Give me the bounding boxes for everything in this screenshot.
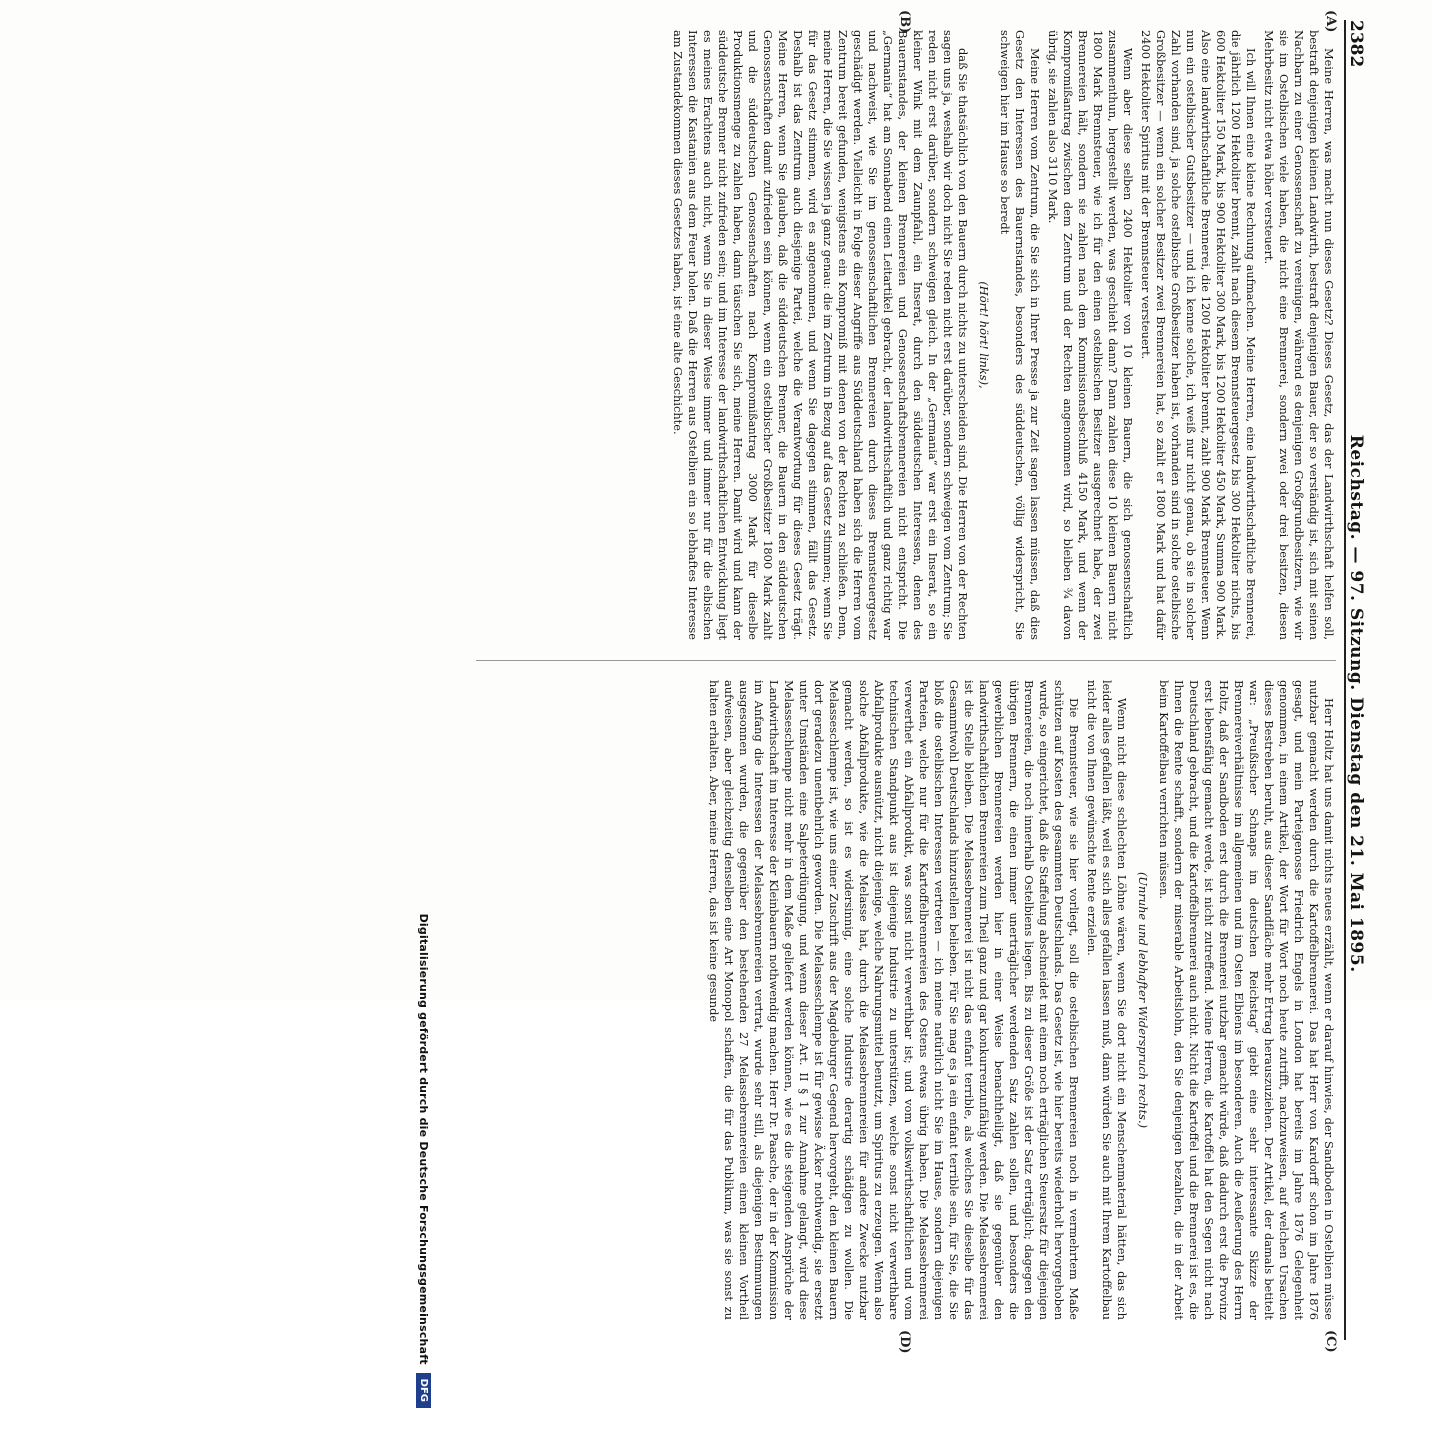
paragraph: Die Brennsteuer, wie sie hier vorliegt, soll die ostelbischen Brennereien noch in vermehrtem Maße schützen auf Kosten des gesammten Deutschlands. Das Gesetz ist, wie hier bereits wiederholt hervorgehoben wurde, so eingerichtet, daß die Staffelung abschneidet mit einem noch erträglichen Steuersatz für diejenigen Brennereien, die noch innerhalb Ostelbiens liegen. Bis zu dieser Größe ist der Satz erträglich; dagegen den übrigen Brennern, die einen immer unerträglicher werdenden Satz zahlen sollen, und besonders die gewerblichen Brennereien werden hier in einer Weise benachtheiligt, daß sie gegenüber den landwirthschaftlichen Brennereien zum Theil ganz und gar konkurrenzunfähig werden. Die Melassebrennerei ist die Stelle bleiben. Die Melassebrennerei ist nicht das enfant terrible, als welches Sie dieselbe für das Gesammtwohl Deutschlands hinzustellen belieben. Für Sie mag es ja ein enfant terrible sein, für Sie, die Sie bloß die ostelbischen Interessen vertreten — ich meine natürlich nicht Sie im Hause, sondern diejenigen Parteien, welche nur für die Kartoffelbrennereien des Ostens etwas übrig haben. Die Melassebrennerei verwerthet ein Abfallprodukt, was sonst nicht verwerthbar ist; und vom volkswirthschaftlichen und vom technischen Standpunkt aus ist diejenige Industrie zu unterstützen, welche sonst nicht verwerthbare Abfallprodukte ausnützt, nicht diejenige, welche Nahrungsmittel benutzt, um Spiritus zu erzeugen. Wenn also solche Abfallprodukte, wie die Melasse hat, durch die Melassebrennereien für andere Zwecke nutzbar gemacht werden, so ist es widersinnig, eine solche Industrie derartig schädigen zu wollen. Die Melasseschlempe ist, wie uns einer Zuschrift aus der Magdeburger Gegend hervorgeht, den kleinen Bauern dort geradezu unentbehrlich geworden. Die Melasseschlempe ist für gewisse Äcker nothwendig, sie ersetzt unter Umständen eine Salpeterdüngung, und wenn dieser Art. II § 1 zur Annahme gelangt, wird diese Melasseschlempe nicht mehr in dem Maße geliefert werden können, wie es die steigenden Ansprüche der Landwirthschaft im Interesse der Kleinbauern nothwendig machen. Herr Dr. Paasche, der in der Kommission im Anfang die Interessen der Melassebrennereien vertrat, wurde sehr still, als diejenigen Bestimmungen ausgesonnen wurden, die gegenüber den bestehenden 27 Melassebrennereien einen kleinen Vortheil aufweisen, aber gleichzeitig denselben eine Art Monopol schaffen, die für das Publikum, was sie sonst zu halten erhalten. Aber, meine Herren, das ist keine gesunde [707, 680, 1081, 1320]
margin-marker-c: (C) [1323, 1330, 1338, 1353]
left-column [476, 30, 1336, 640]
margin-marker-b: (B) [897, 10, 912, 34]
interjection: (Hört! hört! links), [977, 281, 991, 389]
right-column [476, 680, 1336, 1320]
funding-label: Digitalisierung gefördert durch die Deutsche Forschungsgemeinschaft [417, 913, 431, 1365]
digitization-footer [411, 0, 437, 1432]
margin-marker-a: (A) [1323, 10, 1338, 33]
header-title: Reichstag. — 97. Sitzung. Dienstag den 21. Mai 1895. [1346, 434, 1366, 973]
interjection: (Unruhe und lebhafter Widerspruch rechts.) [1136, 871, 1150, 1129]
paragraph: Meine Herren vom Zentrum, die Sie sich in Ihrer Presse ja zur Zeit sagen lassen müssen, daß dies Gesetz den Interessen des Bauernstandes, besonders des süddeutschen, völlig widerspricht, Sie schweigen hier im Hause so beredt [998, 30, 1042, 640]
page-header [1344, 20, 1376, 1340]
paragraph: Ich will Ihnen eine kleine Rechnung aufmachen. Meine Herren, eine landwirthschaftliche Brennerei, die jährlich 1200 Hektoliter brennt, zahlt nach diesem Brennsteuergesetz bis 300 Hektoliter nichts, bis 600 Hektoliter 150 Mark, bis 900 Hektoliter 300 Mark, bis 1200 Hektoliter 450 Mark, Summa 900 Mark. Also eine landwirthschaftliche Brennerei, die 1200 Hektoliter brennt, zahlt 900 Mark Brennsteuer. Wenn nun ein ostelbischer Gutsbesitzer — und ich kenne solche, ich weiß nur nicht genau, ob sie in solcher Zahl vorhanden sind, ja solche ostelbische Großbesitzer haben ist, vorhanden sind in solche ostelbische Großbesitzer — wenn ein solcher Besitzer zwei Brennereien hat, so zahlt er 1800 Mark und hat dafür 2400 Hektoliter Spiritus mit der Brennsteuer versteuert. [1139, 30, 1258, 640]
paragraph: Herr Holtz hat uns damit nichts neues erzählt, wenn er darauf hinwies, der Sandboden in Ostelbien müsse nutzbar gemacht werden durch die Kartoffelbrennerei. Das hat Herr von Kardorff schon im Jahre 1876 gesagt, und mein Parteigenosse Friedrich Engels in London hat bereits im Jahre 1876 Gelegenheit genommen, in einem Artikel, der Wort für Wort noch heute zutrifft, nachzuweisen, auf welchen Ursachen dieses Bestreben beruht, aus dieser Sandfläche mehr Ertrag herauszuziehen. Der Artikel, der damals betitelt war: „Preußischer Schnaps im deutschen Reichstag“ giebt eine sehr interessante Skizze der Brennereiverhältnisse im allgemeinen und im Osten Elbiens im besonderen. Auch die Aeußerung des Herrn Holtz, daß der Sandboden erst durch die Brennerei nutzbar gemacht würde, daß dadurch erst die Provinz erst lebensfähig gemacht werde, ist nicht zutreffend. Meine Herren, die Kartoffel hat den Segen nicht nach Deutschland gebracht, und die Kartoffelbrennerei auch nicht. Nicht die Kartoffel und die Brennerei ist es, die Ihnen die Rente schafft, sondern der miserable Arbeitslohn, den Sie denjenigen bezahlen, die in der Arbeit beim Kartoffelbau verrichten müssen. [1157, 680, 1336, 1320]
page-number: 2382 [1346, 20, 1366, 68]
column-divider [476, 660, 1336, 661]
paragraph: Wenn aber diese selben 2400 Hektoliter von 10 kleinen Bauern, die sich genossenschaftlich zusammenthun, hergestellt werden, was geschieht dann? Dann zahlen diese 10 kleinen Bauern nicht 1800 Mark Brennsteuer, wie ich für den einen ostelbischen Besitzer ausgerechnet habe, der zwei Brennereien hält, sondern sie zahlen nach dem Kommissionsbeschluß 4150 Mark, und wenn der Kompromißantrag zwischen dem Zentrum und der Rechten angenommen wird, so bleiben ¾ davon übrig, sie zahlen also 3110 Mark. [1046, 30, 1135, 640]
paragraph: Meine Herren, was macht nun dieses Gesetz? Dieses Gesetz, das der Landwirthschaft helfen soll, bestraft denjenigen kleinen Landwirth, bestraft denjenigen Bauer, der so verständig ist, sich mit seinen Nachbarn zu einer Genossenschaft zu vereinigen, während es denjenigen Großgrundbesitzern, wie wir sie im Ostelbischen viele haben, die nicht eine Brennerei, sondern zwei oder drei besitzen, diesen Mehrbesitz nicht etwa höher versteuert. [1262, 30, 1336, 640]
margin-marker-d: (D) [897, 1330, 912, 1354]
dfg-logo: DFG [417, 1373, 432, 1408]
paragraph: daß Sie thatsächlich von den Bauern durch nichts zu unterscheiden sind. Die Herren von der Rechten sagen uns ja, weshalb wir doch nicht Sie reden nicht erst darüber, sondern schweigen vom Zentrum; Sie reden nicht erst darüber, sondern schweigen gleich. In der „Germania“ war erst ein Inserat, so ein kleiner Wink mit dem Zaunpfahl, ein Inserat, durch den süddeutschen Interessen, denen des Bauernstandes, der kleinen Brennereien und Genossenschaftsbrennereien nicht entspricht. Die „Germania“ hat am Sonnabend einen Leitartikel gebracht, der landwirthschaftlich und ganz richtig war und nachweist, wie Sie im genossenschaftlichen Brennereien durch dieses Brennsteuergesetz geschädigt werden. Vielleicht in Folge dieser Angriffe aus Süddeutschland haben sich die Herren vom Zentrum bereit gefunden, wenigstens ein Kompromiß mit denen von der Rechten zu schließen. Denn, meine Herren, die Sie wissen ja ganz genau: die im Zentrum in Bezug auf das Gesetz stimmen; wenn Sie für das Gesetz stimmen, wird es angenommen, und wenn Sie dagegen stimmen, fällt das Gesetz. Deshalb ist das Zentrum auch diesjenige Partei, welche die Verantwortung für dieses Gesetz trägt. Meine Herren, wenn Sie glauben, daß die süddeutschen Brenner, die Bauern in den süddeutschen Genossenschaften damit zufrieden sein können, wenn ein ostelbischer Großbesitzer 1800 Mark zahlt und die süddeutschen Genossenschaften nach Kompromißantrag 3000 Mark für dieselbe Produktionsmenge zu zahlen haben, dann täuschen Sie sich, meine Herren. Damit wird und kann der süddeutsche Brenner nicht zufrieden sein; und im Interesse der landwirthschaftlichen Entwicklung liegt es meines Erachtens auch nicht, wenn Sie in dieser Weise immer und immer nur für die elbischen Interessen die Kastanien aus dem Feuer holen. Daß die Herren aus Ostelbien ein so lebhaftes Interesse am Zustandekommen dieses Gesetzes haben, ist eine alte Geschichte. [671, 30, 970, 640]
paragraph: Wenn nicht diese schlechten Löhne wären, wenn Sie dort nicht ein Menschenmaterial hätten, das sich leider alles gefallen läßt, weil es sich alles gefallen lassen muß, dann würden Sie auch mit Ihrem Kartoffelbau nicht die von Ihnen gewünschte Rente erzielen. [1085, 680, 1129, 1320]
